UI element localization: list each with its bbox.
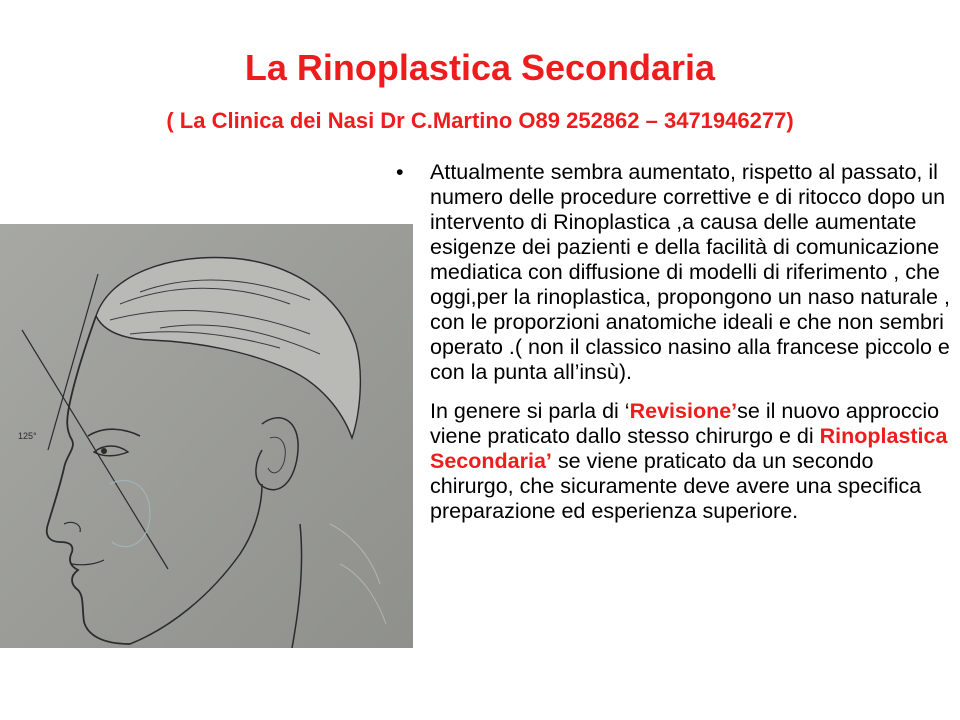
- paragraph-definition-part2: se il nuovo approccio viene praticato dallo stesso chirurgo e di: [430, 399, 940, 448]
- slide-title: La Rinoplastica Secondaria: [244, 47, 716, 88]
- paragraph-intro: Attualmente sembra aumentato, rispetto al passato, il numero delle procedure correttive e di ritocco dopo un intervento di Rinoplastica ,a causa delle aumentate esigenze dei pazienti e della facilità di comunicazione mediatica con diffusione di modelli di riferimento , che oggi,per la rinoplastica, propongono un naso naturale , con le proporzioni anatomiche ideali e che non sembri operato .( non il classico nasino alla francese piccolo e con la punta all’insù).: [430, 160, 950, 384]
- slide-body: [396, 160, 952, 524]
- term-revisione: Revisione’: [629, 399, 738, 423]
- slide-subtitle: ( La Clinica dei Nasi Dr C.Martino O89 252862 – 3471946277): [166, 108, 794, 133]
- bullet-marker: •: [396, 160, 404, 184]
- bullet-item: [396, 160, 952, 385]
- paragraph-definition-part1: In genere si parla di ‘: [430, 399, 630, 423]
- term-rinoplastica-secondaria: Rinoplastica Secondaria’: [430, 424, 948, 473]
- paragraph-definition: [396, 399, 952, 524]
- profile-drawing-photo: [0, 224, 413, 648]
- angle-label: 125°: [18, 431, 37, 441]
- paragraph-definition-part3: se viene praticato da un secondo chirurgo, che sicuramente deve avere una specifica preparazione ed esperienza superiore.: [430, 449, 922, 523]
- face-profile-illustration: [0, 224, 413, 648]
